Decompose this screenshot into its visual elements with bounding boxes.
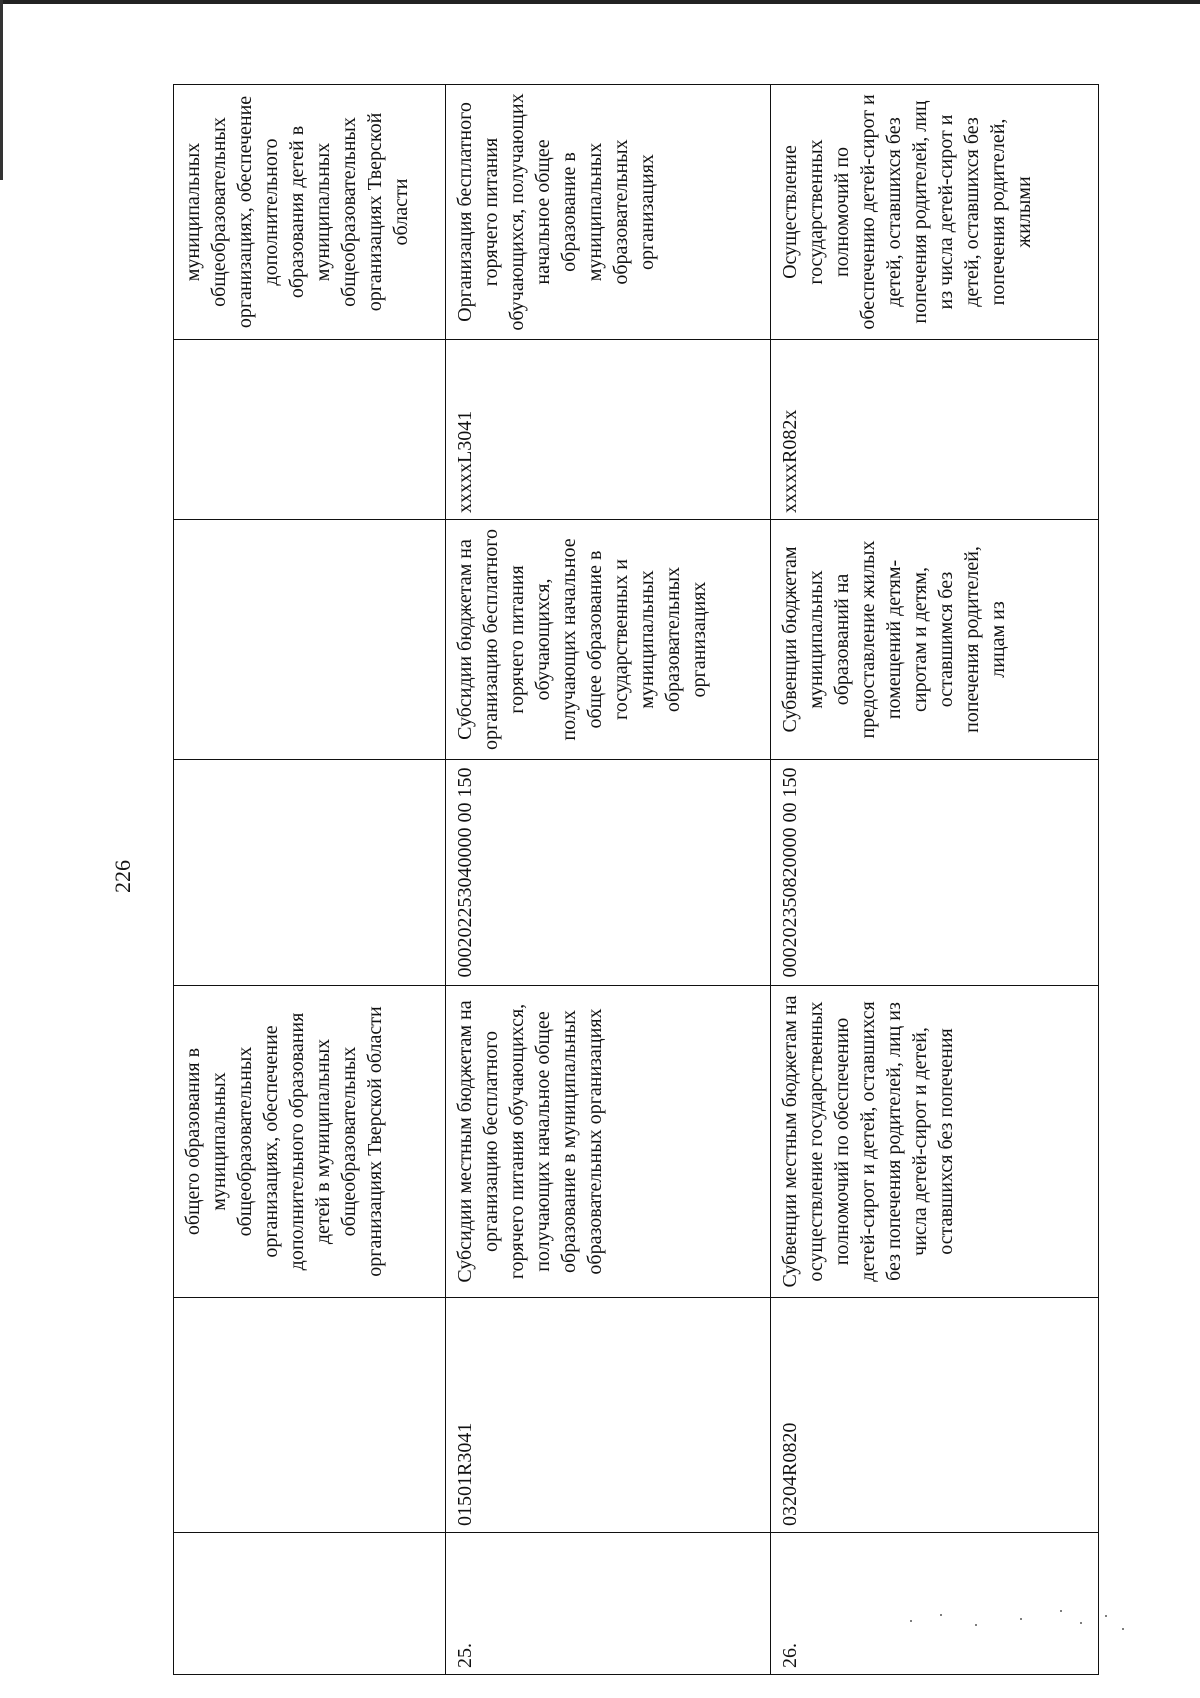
program-code xyxy=(174,1298,446,1533)
program-description: Субвенции местным бюджетам на осуществление государственных полномочий по обеспечению детей-сирот и детей, оставшихся без попечения родителей, лиц из числа детей-сирот и детей, оставшихся без попечения xyxy=(771,986,1099,1298)
income-code xyxy=(174,760,446,986)
income-name: Субвенции бюджетам муниципальных образований на предоставление жилых помещений детям-сиротам и детям, оставшимся без попечения родителей, лицам из xyxy=(771,520,1099,760)
income-code: 000202253040000 00 150 xyxy=(446,760,771,986)
income-code: 000202350820000 00 150 xyxy=(771,760,1099,986)
row-number: 26. xyxy=(771,1533,1099,1675)
table-row xyxy=(446,85,771,1675)
classifier-code: xxxxxR082x xyxy=(771,340,1099,520)
expense-name: Осуществление государственных полномочий по обеспечению детей-сирот и детей, оставшихся без попечения родителей, лиц из числа детей-сирот и детей, оставшихся без попечения родителей, жилыми xyxy=(771,85,1099,340)
scan-edge-left xyxy=(0,0,3,180)
table-container xyxy=(173,85,1098,1675)
income-name: Субсидии бюджетам на организацию бесплатного горячего питания обучающихся, получающих начальное общее образование в государственных и муниципальных образовательных организациях xyxy=(446,520,771,760)
row-number xyxy=(174,1533,446,1675)
page-number: 226 xyxy=(110,860,135,893)
table-row xyxy=(174,85,446,1675)
program-description: общего образования в муниципальных общеобразовательных организациях, обеспечение дополнительного образования детей в муниципальных общеобразовательных организациях Тверской области xyxy=(174,986,446,1298)
expense-name: Организация бесплатного горячего питания обучающихся, получающих начальное общее образование в муниципальных образовательных организациях xyxy=(446,85,771,340)
budget-table xyxy=(173,84,1099,1675)
expense-name: муниципальных общеобразовательных организациях, обеспечение дополнительного образования детей в муниципальных общеобразовательных организациях Тверской области xyxy=(174,85,446,340)
program-code: 01501R3041 xyxy=(446,1298,771,1533)
table-row xyxy=(771,85,1099,1675)
income-name xyxy=(174,520,446,760)
program-code: 03204R0820 xyxy=(771,1298,1099,1533)
program-description: Субсидии местным бюджетам на организацию бесплатного горячего питания обучающихся, получающих начальное общее образование в муниципальных образовательных организациях xyxy=(446,986,771,1298)
row-number: 25. xyxy=(446,1533,771,1675)
scan-edge-top xyxy=(0,0,1200,4)
scan-noise xyxy=(900,1600,1140,1640)
classifier-code xyxy=(174,340,446,520)
classifier-code: xxxxxL3041 xyxy=(446,340,771,520)
